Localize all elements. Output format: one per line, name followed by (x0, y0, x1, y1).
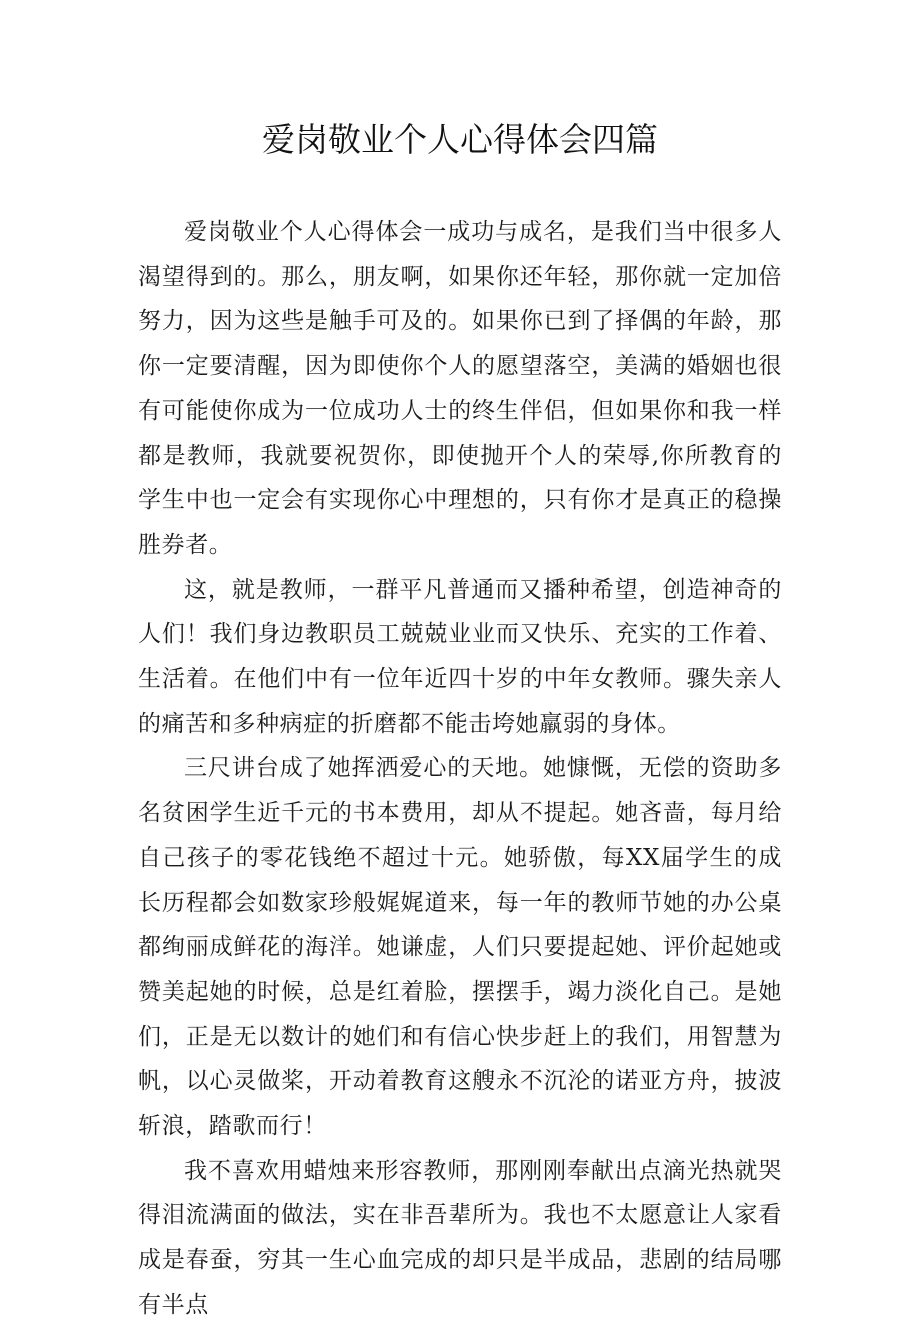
document-title: 爱岗敬业个人心得体会四篇 (262, 120, 658, 159)
document-body (138, 210, 782, 1328)
paragraph-3: 三尺讲台成了她挥洒爱心的天地。她慷慨，无偿的资助多名贫困学生近千元的书本费用，却从不提起。她吝啬，每月给自己孩子的零花钱绝不超过十元。她骄傲，每XX届学生的成长历程都会如数家珍般娓娓道来，每一年的教师节她的办公桌都绚丽成鲜花的海洋。她谦虚，人们只要提起她、评价起她或赞美起她的时候，总是红着脸，摆摆手，竭力淡化自己。是她们，正是无以数计的她们和有信心快步赶上的我们，用智慧为帆，以心灵做桨，开动着教育这艘永不沉沦的诺亚方舟，披波斩浪，踏歌而行！ (138, 755, 782, 1140)
paragraph-1: 爱岗敬业个人心得体会一成功与成名，是我们当中很多人渴望得到的。那么，朋友啊，如果你还年轻，那你就一定加倍努力，因为这些是触手可及的。如果你已到了择偶的年龄，那你一定要清醒，因为即使你个人的愿望落空，美满的婚姻也很有可能使你成为一位成功人士的终生伴侣，但如果你和我一样都是教师，我就要祝贺你，即使抛开个人的荣辱,你所教育的学生中也一定会有实现你心中理想的，只有你才是真正的稳操胜券者。 (138, 219, 782, 558)
paragraph-4: 我不喜欢用蜡烛来形容教师，那刚刚奉献出点滴光热就哭得泪流满面的做法，实在非吾辈所为。我也不太愿意让人家看成是春蚕，穷其一生心血完成的却只是半成品，悲剧的结局哪有半点 (138, 1157, 782, 1318)
paragraph-2: 这，就是教师，一群平凡普通而又播种希望，创造神奇的人们！我们身边教职员工兢兢业业而又快乐、充实的工作着、生活着。在他们中有一位年近四十岁的中年女教师。骤失亲人的痛苦和多种病症的折磨都不能击垮她羸弱的身体。 (138, 576, 782, 737)
